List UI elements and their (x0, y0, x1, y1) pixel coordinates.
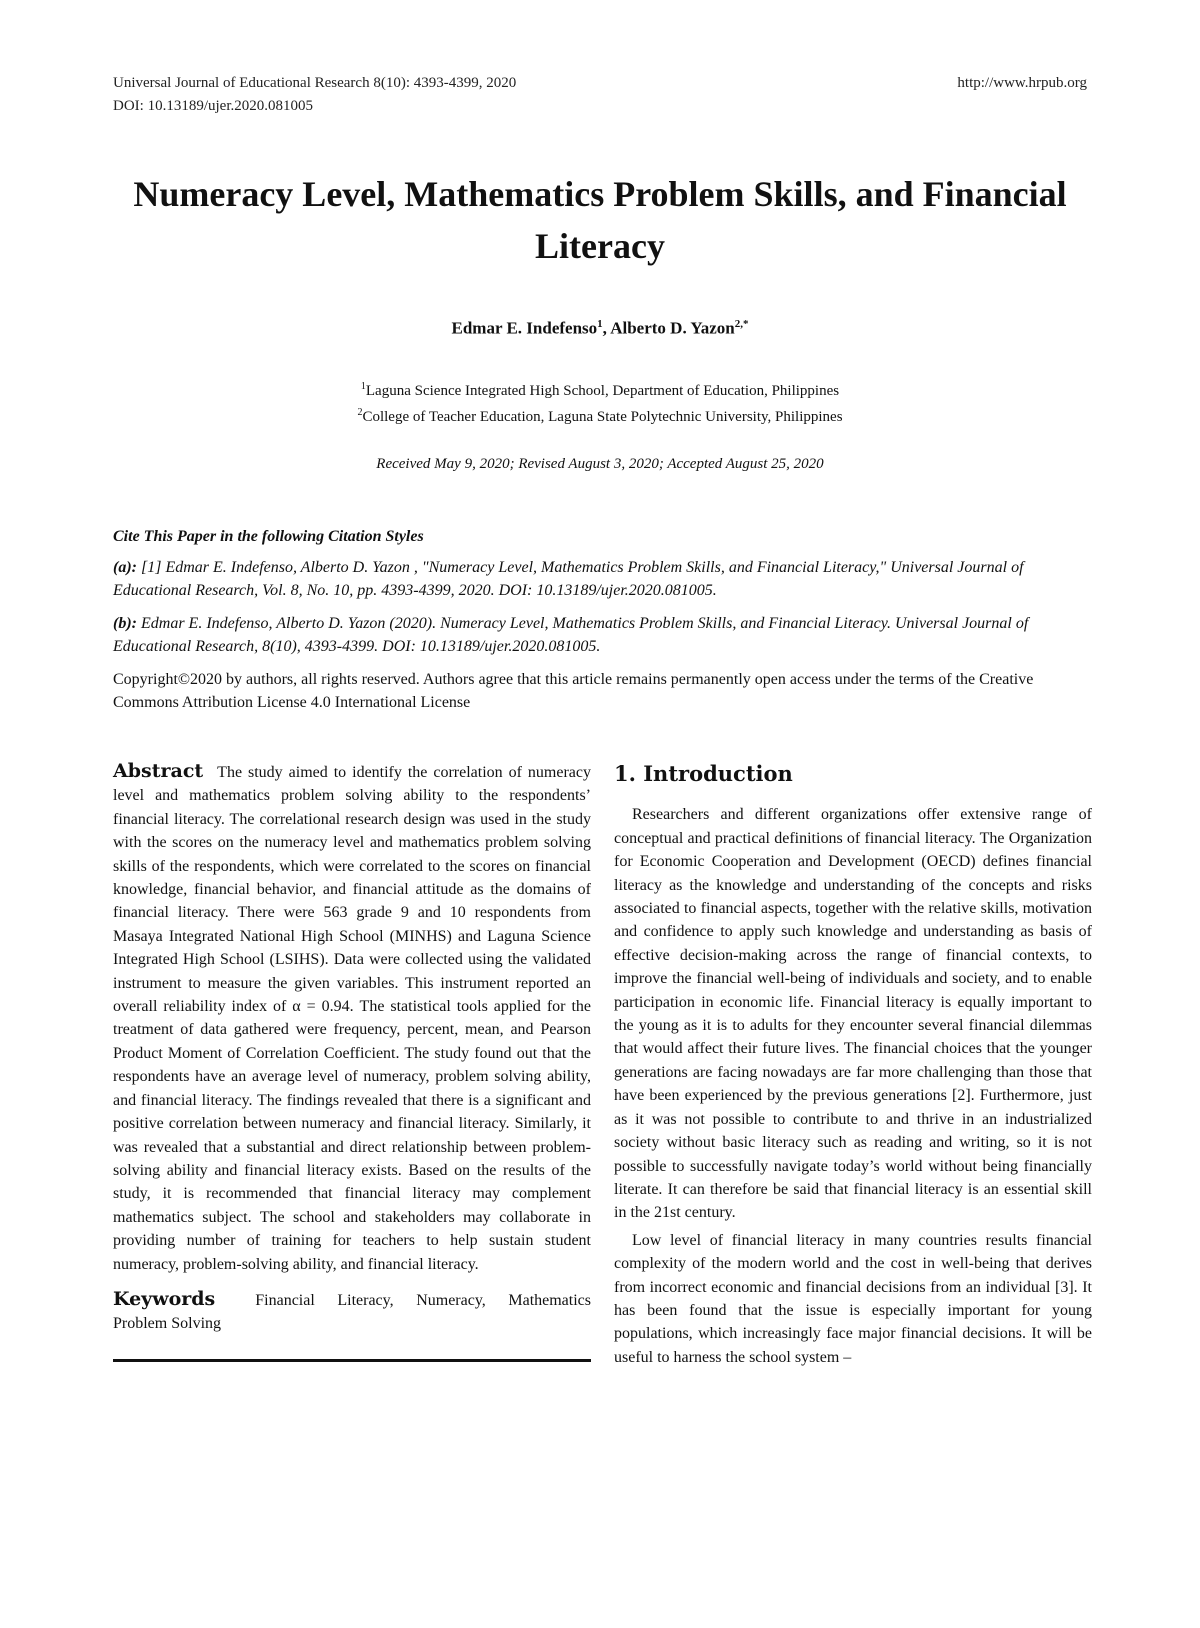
abstract (113, 760, 591, 1276)
affiliation-text: College of Teacher Education, Laguna State Polytechnic University, Philippines (362, 409, 843, 425)
citation-text: [1] Edmar E. Indefenso, Alberto D. Yazon , "Numeracy Level, Mathematics Problem Skills, and Financial Literacy," Universal Journal of Educational Research, Vol. 8, No. 10, pp. 4393-4399, 2020. DOI: 10.13189/ujer.2020.081005. (113, 559, 1024, 599)
affiliation-marker: 1 (597, 318, 603, 330)
citation-tag: (a): (113, 559, 137, 576)
affiliation-marker: 2,* (734, 318, 749, 330)
citation-style-b (113, 612, 1088, 658)
author-separator: , (602, 318, 611, 338)
affiliation-marker: 2 (357, 407, 363, 418)
publisher-url[interactable]: http://www.hrpub.org (957, 75, 1087, 91)
affiliations (0, 376, 1200, 428)
affiliation-marker: 1 (360, 381, 366, 392)
left-column (113, 760, 591, 1362)
abstract-text: The study aimed to identify the correlation of numeracy level and mathematics problem solving ability to the respondents’ financial literacy. The correlational research design was used in the study with the scores on the numeracy level and mathematics problem solving skills of the respondents, which were correlated to the scores on financial knowledge, financial behavior, and financial attitude as the domains of financial literacy. There were 563 grade 9 and 10 respondents from Masaya Integrated National High School (MINHS) and Laguna Science Integrated High School (LSIHS). Data were collected using the validated instrument to measure the given variables. This instrument reported an overall reliability index of α = 0.94. The statistical tools applied for the treatment of data gathered were frequency, percent, mean, and Pearson Product Moment of Correlation Coefficient. The study found out that the respondents have an average level of numeracy, problem solving ability, and financial literacy. The findings revealed that there is a significant and positive correlation between numeracy and financial literacy. Similarly, it was revealed that a substantial and direct relationship between problem-solving ability and financial literacy exists. Based on the results of the study, it is recommended that financial literacy may complement mathematics subject. The school and stakeholders may collaborate in providing number of training for teachers to help sustain student numeracy, problem-solving ability, and financial literacy. (113, 764, 591, 1273)
copyright-notice: Copyright©2020 by authors, all rights reserved. Authors agree that this article remains permanently open access under the terms of the Creative Commons Attribution License 4.0 International License (113, 671, 1034, 711)
body-paragraph: Researchers and different organizations offer extensive range of conceptual and practical definitions of financial literacy. The Organization for Economic Cooperation and Development (OECD) defines financial literacy as the knowledge and understanding of the concepts and risks associated to financial aspects, together with the relative skills, motivation and confidence to apply such knowledge and understanding as basis of effective decision-making across the range of financial contexts, to improve the financial well-being of individuals and society, and to enable participation in economic life. Financial literacy is equally important to the young as it is to adults for they encounter several financial dilemmas that would affect their future lives. The financial choices that the younger generations are facing nowadays are far more challenging than those that have been experienced by the previous generations [2]. Furthermore, just as it was not possible to contribute to and thrive in an industrialized society without basic literacy such as reading and writing, so it is not possible to successfully navigate today’s world without being financially literate. It can therefore be said that financial literacy is an essential skill in the 21st century. (614, 806, 1092, 1222)
right-column (614, 760, 1092, 1369)
keywords-heading: Keywords (113, 1287, 216, 1310)
doi-line: DOI: 10.13189/ujer.2020.081005 (113, 98, 313, 114)
publication-dates: Received May 9, 2020; Revised August 3, 2020; Accepted August 25, 2020 (376, 456, 824, 472)
section-divider (113, 1359, 591, 1362)
affiliation (0, 402, 1200, 428)
affiliation (0, 376, 1200, 402)
body-paragraph: Low level of financial literacy in many countries results financial complexity of the modern world and the cost in well-being that derives from incorrect economic and financial decisions from an individual [3]. It has been found that the issue is especially important for young populations, which increasingly face major financial decisions. It will be useful to harness the school system – (614, 1231, 1092, 1366)
citation-text: Edmar E. Indefenso, Alberto D. Yazon (2020). Numeracy Level, Mathematics Problem Skills, and Financial Literacy. Universal Journal of Educational Research, 8(10), 4393-4399. DOI: 10.13189/ujer.2020.081005. (113, 615, 1029, 655)
citation-style-a (113, 556, 1088, 602)
author-list (0, 318, 1200, 339)
abstract-heading: Abstract (113, 760, 204, 782)
author-name: Alberto D. Yazon (610, 318, 735, 338)
citation-tag: (b): (113, 615, 137, 632)
journal-citation-line: Universal Journal of Educational Research 8(10): 4393-4399, 2020 (113, 75, 517, 91)
paper-title: Numeracy Level, Mathematics Problem Skills, and Financial Literacy (133, 174, 1067, 266)
affiliation-text: Laguna Science Integrated High School, Department of Education, Philippines (365, 383, 840, 399)
author-name: Edmar E. Indefenso (451, 318, 598, 338)
section-heading: 1. Introduction (614, 761, 793, 786)
keywords-text: Financial Literacy, Numeracy, Mathematics Problem Solving (113, 1291, 591, 1333)
keywords (113, 1288, 591, 1336)
citation-heading: Cite This Paper in the following Citation Styles (113, 528, 424, 545)
citation-block (113, 525, 1088, 714)
